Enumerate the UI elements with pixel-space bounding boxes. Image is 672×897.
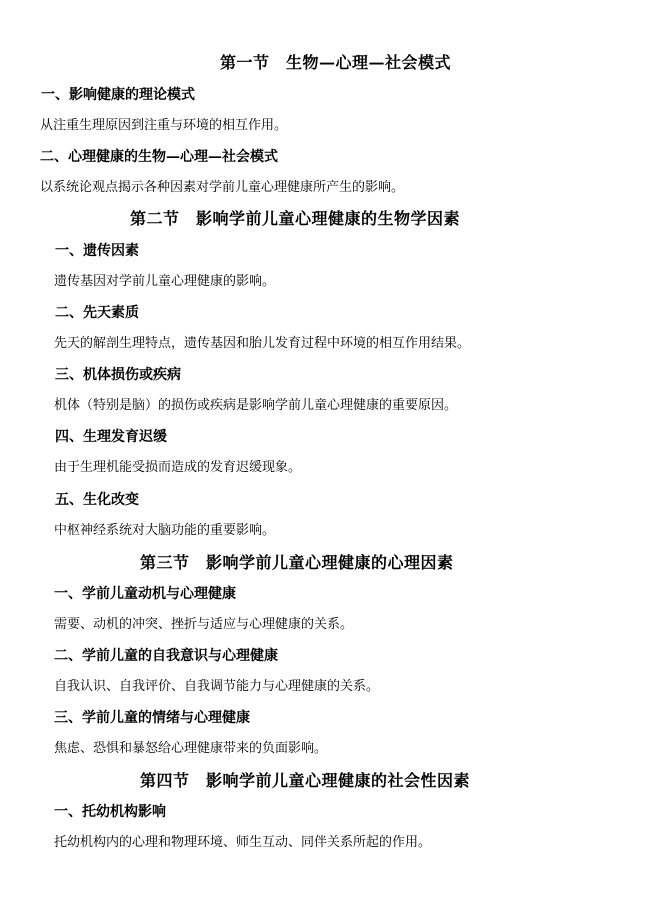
paragraph-text: 遗传基因对学前儿童心理健康的影响。 — [54, 274, 276, 289]
subsection-heading: 五、生化改变 — [55, 492, 139, 508]
subsection-heading: 一、遗传因素 — [55, 243, 139, 259]
paragraph-text: 由于生理机能受损而造成的发育迟缓现象。 — [54, 460, 302, 475]
paragraph-text: 自我认识、自我评价、自我调节能力与心理健康的关系。 — [54, 679, 380, 694]
paragraph-text: 需要、动机的冲突、挫折与适应与心理健康的关系。 — [54, 617, 354, 632]
paragraph-text: 以系统论观点揭示各种因素对学前儿童心理健康所产生的影响。 — [40, 180, 405, 195]
paragraph-text: 焦虑、恐惧和暴怒给心理健康带来的负面影响。 — [54, 741, 328, 756]
subsection-heading: 三、学前儿童的情绪与心理健康 — [54, 710, 250, 726]
subsection-heading: 一、影响健康的理论模式 — [41, 87, 195, 103]
subsection-heading: 一、托幼机构影响 — [54, 804, 166, 820]
subsection-heading: 四、生理发育迟缓 — [55, 429, 167, 445]
paragraph-text: 从注重生理原因到注重与环境的相互作用。 — [40, 118, 288, 133]
subsection-heading: 二、心理健康的生物—心理—社会模式 — [40, 149, 278, 165]
subsection-heading: 一、学前儿童动机与心理健康 — [54, 586, 236, 602]
section-title: 第四节 影响学前儿童心理健康的社会性因素 — [140, 771, 471, 790]
section-title: 第二节 影响学前儿童心理健康的生物学因素 — [130, 209, 461, 228]
subsection-heading: 二、学前儿童的自我意识与心理健康 — [54, 648, 278, 664]
section-title: 第一节 生物—心理—社会模式 — [220, 53, 452, 72]
subsection-heading: 三、机体损伤或疾病 — [55, 367, 181, 383]
subsection-heading: 二、先天素质 — [55, 305, 139, 321]
section-title: 第三节 影响学前儿童心理健康的心理因素 — [140, 553, 454, 572]
paragraph-text: 先天的解剖生理特点，遗传基因和胎儿发育过程中环境的相互作用结果。 — [54, 336, 471, 351]
paragraph-text: 中枢神经系统对大脑功能的重要影响。 — [54, 523, 276, 538]
paragraph-text: 托幼机构内的心理和物理环境、师生互动、同伴关系所起的作用。 — [54, 835, 432, 850]
paragraph-text: 机体（特别是脑）的损伤或疾病是影响学前儿童心理健康的重要原因。 — [54, 398, 458, 413]
